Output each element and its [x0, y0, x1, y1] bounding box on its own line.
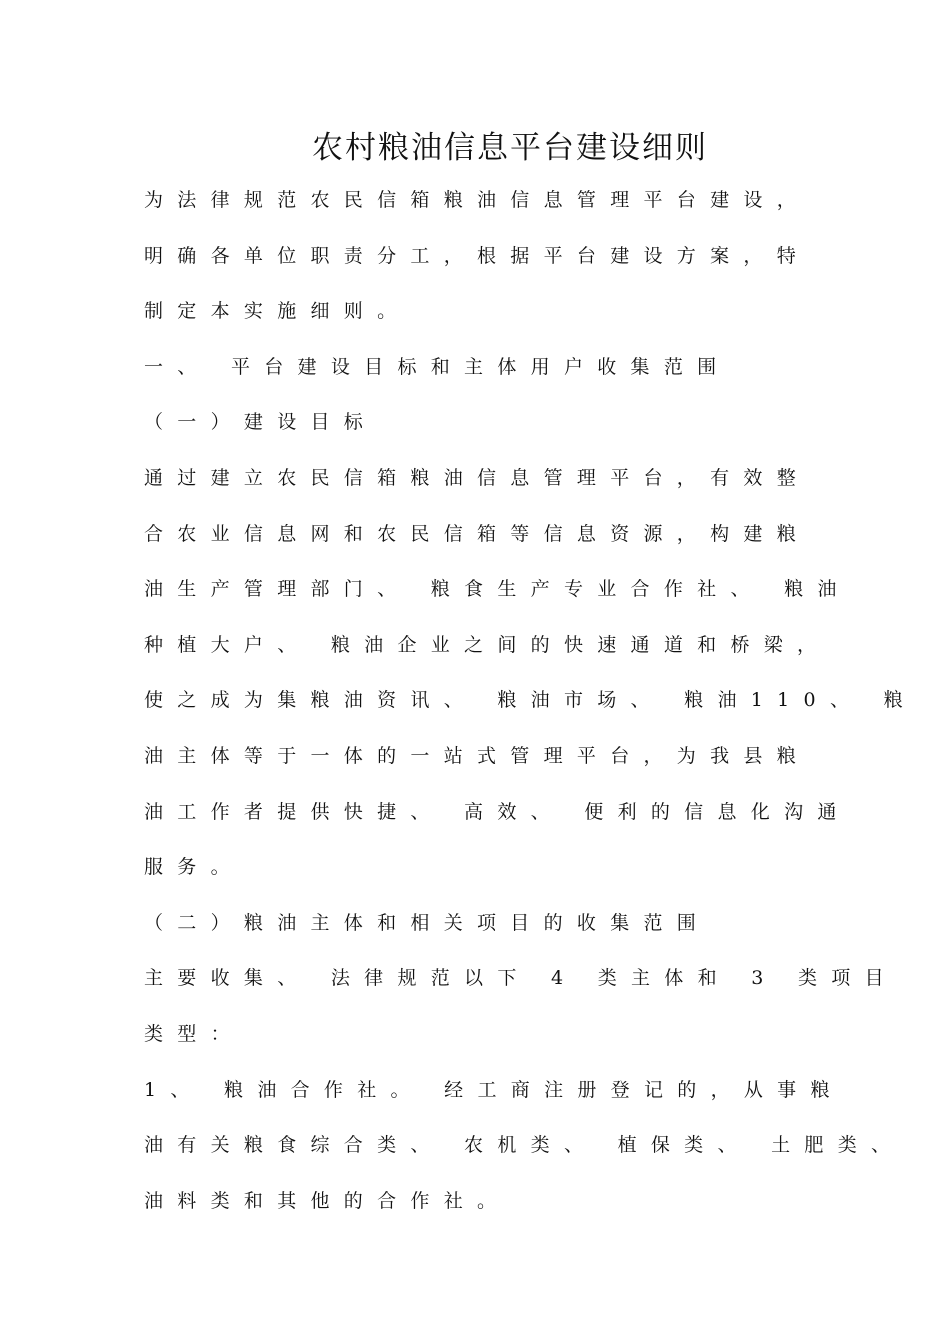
text-line: 油主体等于一体的一站式管理平台，为我县粮 — [144, 744, 811, 767]
text-line: 通过建立农民信箱粮油信息管理平台，有效整 — [144, 466, 811, 489]
list-item: 1、 粮油合作社。 经工商注册登记的，从事粮 — [144, 1078, 844, 1101]
document-body — [144, 185, 917, 1241]
text-line: 服务。 — [144, 856, 244, 879]
text-line: 制定本实施细则。 — [144, 300, 411, 323]
text-line: 油生产管理部门、 粮食生产专业合作社、 粮油 — [144, 578, 851, 601]
document-title: 农村粮油信息平台建设细则 — [312, 130, 708, 166]
text-line: 使之成为集粮油资讯、 粮油市场、 粮油110、 粮 — [144, 689, 917, 712]
text-line: 种植大户、 粮油企业之间的快速通道和桥梁， — [144, 633, 831, 656]
text-line: 合农业信息网和农民信箱等信息资源，构建粮 — [144, 522, 811, 545]
section-heading: 一、 平台建设目标和主体用户收集范围 — [144, 355, 731, 378]
subsection-heading: （一）建设目标 — [144, 411, 378, 434]
text-line: 为法律规范农民信箱粮油信息管理平台建设， — [144, 189, 811, 211]
text-line: 明确各单位职责分工，根据平台建设方案，特 — [144, 244, 811, 267]
text-line: 主要收集、 法律规范以下 4 类主体和 3 类项目 — [144, 967, 898, 990]
text-line: 油工作者提供快捷、 高效、 便利的信息化沟通 — [144, 800, 851, 823]
text-line: 油有关粮食综合类、 农机类、 植保类、 土肥类、 — [144, 1134, 905, 1157]
text-line: 油料类和其他的合作社。 — [144, 1189, 511, 1212]
subsection-heading: （二）粮油主体和相关项目的收集范围 — [144, 911, 711, 934]
text-line: 类型： — [144, 1022, 244, 1045]
